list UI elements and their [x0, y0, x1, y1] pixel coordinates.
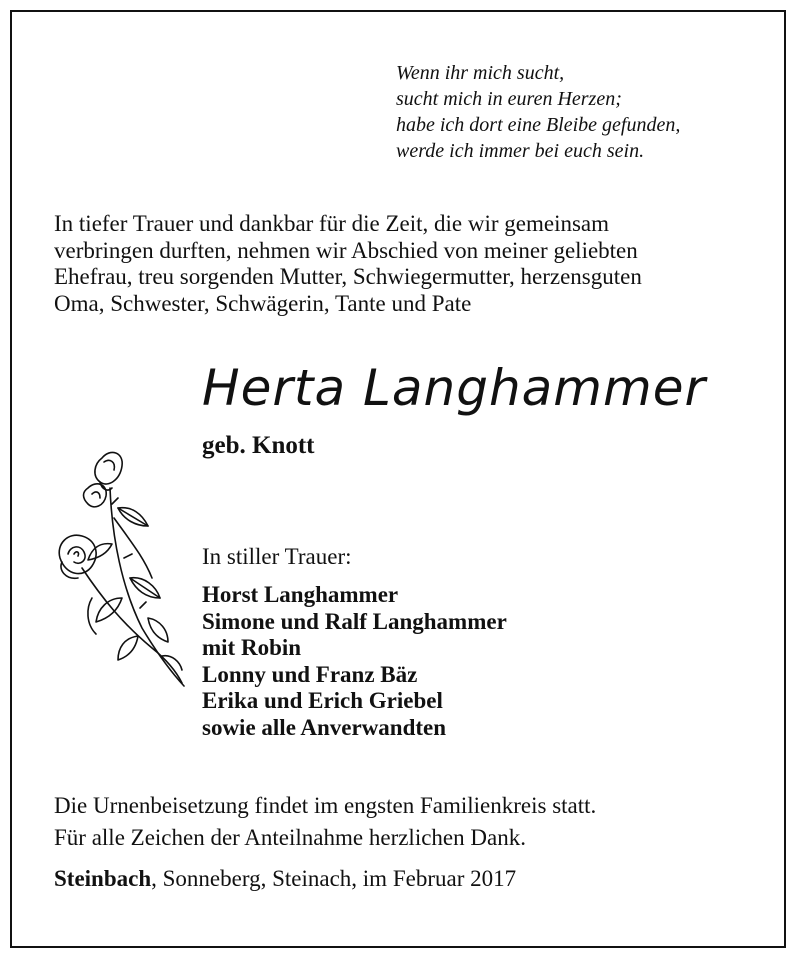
mourner-name: Horst Langhammer [202, 582, 399, 607]
mourning-heading: In stiller Trauer: [202, 544, 352, 569]
closing-text [54, 790, 596, 854]
closing-line: Für alle Zeichen der Anteilnahme herzlichen Dank. [54, 825, 526, 850]
mourner-name: Erika und Erich Griebel [202, 688, 443, 713]
poem-line: Wenn ihr mich sucht, [396, 62, 565, 84]
place-and-date [54, 866, 516, 892]
intro-text [54, 211, 774, 317]
closing-line: Die Urnenbeisetzung findet im engsten Familienkreis statt. [54, 793, 597, 818]
place-town: Steinbach [54, 866, 152, 891]
poem-line: werde ich immer bei euch sein. [396, 140, 645, 162]
memorial-poem [396, 60, 680, 164]
rose-illustration-icon [52, 448, 192, 688]
poem-line: habe ich dort eine Bleibe gefunden, [396, 114, 681, 136]
intro-line: verbringen durften, nehmen wir Abschied von meiner geliebten [54, 237, 638, 263]
intro-line: Oma, Schwester, Schwägerin, Tante und Pate [54, 290, 472, 316]
place-rest: , Sonneberg, Steinach, im Februar 2017 [151, 866, 517, 891]
deceased-name: Herta Langhammer [202, 359, 707, 417]
maiden-name: geb. Knott [202, 432, 315, 459]
mourner-name: Lonny und Franz Bäz [202, 661, 418, 687]
mourners-list [202, 582, 507, 741]
mourner-name: Simone und Ralf Langhammer [202, 608, 507, 634]
intro-line: Ehefrau, treu sorgenden Mutter, Schwiegermutter, herzensguten [54, 264, 642, 289]
poem-line: sucht mich in euren Herzen; [396, 88, 622, 110]
intro-line: In tiefer Trauer und dankbar für die Zeit, die wir gemeinsam [54, 211, 610, 236]
mourner-name: sowie alle Anverwandten [202, 714, 447, 740]
mourner-name: mit Robin [202, 635, 302, 660]
